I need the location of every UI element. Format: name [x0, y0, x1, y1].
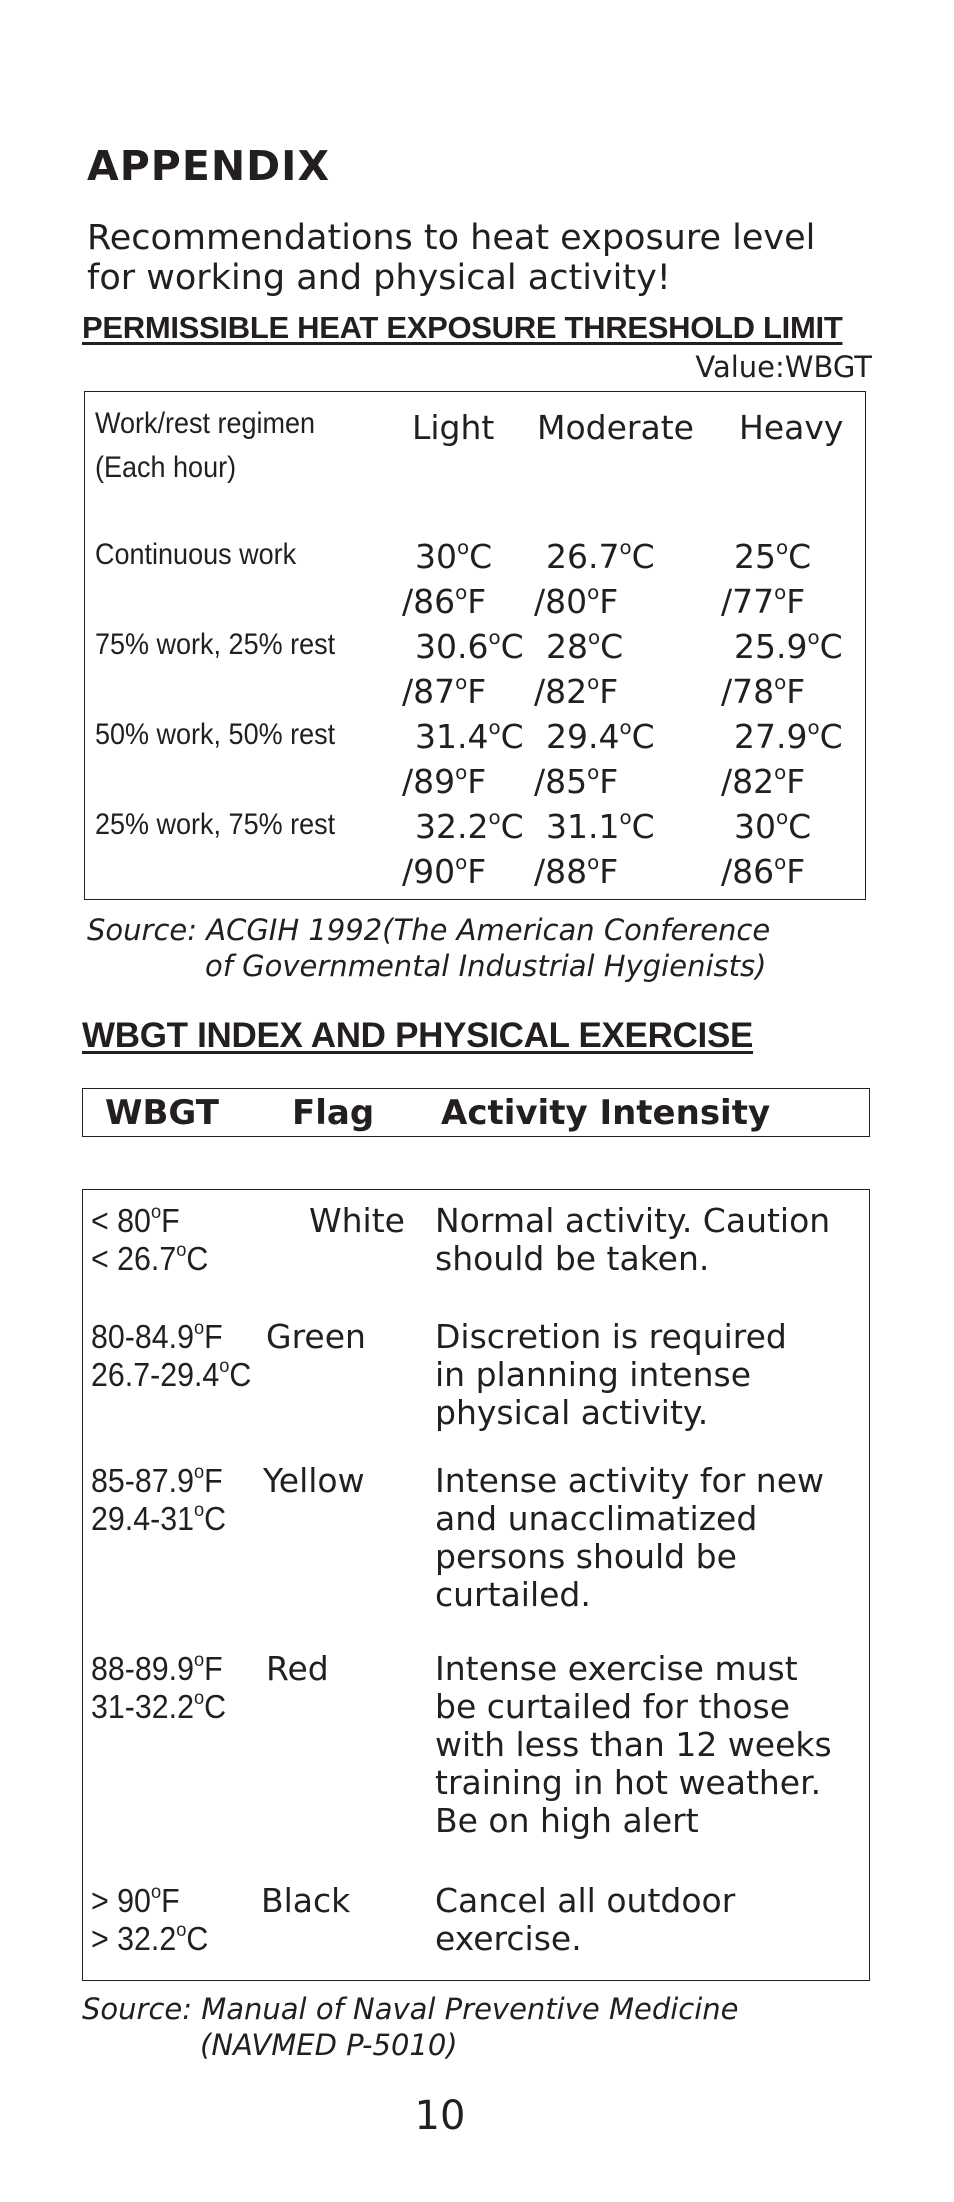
threshold.rows.0.cells.0.c-value: 30: [415, 537, 457, 576]
celsius-value: [546, 624, 623, 669]
wbgt-range: [91, 1650, 226, 1726]
fahrenheit-value: [534, 579, 618, 624]
threshold-table: [84, 391, 866, 900]
threshold.rows.3.cells.2.f-value: /86: [721, 852, 775, 891]
wbgt-section-title: WBGT INDEX AND PHYSICAL EXERCISE: [82, 1016, 754, 1055]
threshold.rows.3.cells.2.c-unit: C: [788, 807, 812, 846]
degree-symbol: o: [587, 761, 600, 785]
degree-symbol: o: [150, 1881, 162, 1904]
threshold.rows.1.cells.1.c-unit: C: [600, 627, 624, 666]
intro-line-1: Recommendations to heat exposure level: [87, 218, 816, 258]
degree-symbol: o: [193, 1499, 205, 1522]
wbgt_index.rows.4.range1_pre-value: > 90: [91, 1882, 151, 1919]
header-label: [95, 407, 315, 485]
row-label: 25% work, 75% rest: [95, 808, 336, 841]
activity-description: [435, 1202, 830, 1278]
threshold.rows.3.cells.0.c-unit: C: [500, 807, 524, 846]
threshold.rows.1.cells.2.c-value: 25.9: [734, 627, 808, 666]
threshold.rows.0.cells.2.f-value: /77: [721, 582, 775, 621]
degree-symbol: o: [774, 671, 787, 695]
wbgt_index.rows.1.range2_pre-unit: C: [229, 1356, 252, 1393]
description-line: physical activity.: [435, 1393, 709, 1432]
column-header-moderate: Moderate: [537, 408, 694, 447]
column-header-heavy: Heavy: [739, 408, 844, 447]
range-fahrenheit: [91, 1318, 251, 1356]
celsius-value: [415, 534, 492, 579]
wbgt-header-activity: Activity Intensity: [441, 1093, 771, 1133]
threshold.rows.1.cells.2.c-unit: C: [819, 627, 843, 666]
wbgt_index.rows.3.range2_pre-value: 31-32.2: [91, 1688, 194, 1725]
wbgt-source-line-1: Source: Manual of Naval Preventive Medicine: [82, 1992, 739, 2026]
threshold.rows.2.cells.2.c-value: 27.9: [734, 717, 808, 756]
wbgt_index.rows.0.range1_pre-value: < 80: [91, 1202, 151, 1239]
degree-symbol: o: [619, 716, 632, 740]
degree-symbol: o: [193, 1649, 205, 1672]
intro-line-2: for working and physical activity!: [87, 258, 671, 298]
wbgt_index.rows.0.range1_pre-unit: F: [161, 1202, 180, 1239]
description-line: in planning intense: [435, 1355, 751, 1394]
threshold.rows.0.cells.1.f-unit: F: [599, 582, 619, 621]
threshold.rows.1.cells.1.f-value: /82: [534, 672, 588, 711]
degree-symbol: o: [587, 851, 600, 875]
celsius-value: [546, 804, 655, 849]
threshold.rows.1.cells.2.f-value: /78: [721, 672, 775, 711]
wbgt_index.rows.0.range2_pre-unit: C: [186, 1240, 209, 1277]
wbgt-header-box: [82, 1088, 870, 1137]
description-line: and unacclimatized: [435, 1499, 758, 1538]
degree-symbol: o: [588, 626, 601, 650]
wbgt_index.rows.2.range1_pre-value: 85-87.9: [91, 1462, 194, 1499]
wbgt-header-flag: Flag: [292, 1093, 375, 1133]
threshold.rows.0.cells.1.c-value: 26.7: [546, 537, 620, 576]
threshold.rows.1.cells.1.f-unit: F: [599, 672, 619, 711]
threshold-row: [85, 804, 865, 894]
threshold.rows.0.cells.0.c-unit: C: [469, 537, 493, 576]
description-line: curtailed.: [435, 1575, 591, 1614]
threshold-section-title: PERMISSIBLE HEAT EXPOSURE THRESHOLD LIMIT: [82, 310, 843, 345]
row-label: Continuous work: [95, 538, 297, 571]
wbgt-table: [82, 1189, 870, 1981]
wbgt_index.rows.2.range1_pre-unit: F: [204, 1462, 223, 1499]
description-line: Normal activity. Caution: [435, 1201, 831, 1240]
description-line: Be on high alert: [435, 1801, 699, 1840]
threshold.rows.1.cells.0.f-unit: F: [467, 672, 487, 711]
degree-symbol: o: [150, 1201, 162, 1224]
degree-symbol: o: [774, 851, 787, 875]
degree-symbol: o: [455, 581, 468, 605]
degree-symbol: o: [455, 671, 468, 695]
description-line: training in hot weather.: [435, 1763, 822, 1802]
description-line: should be taken.: [435, 1239, 710, 1278]
header-label-line-1: Work/rest regimen: [95, 407, 316, 440]
threshold.rows.0.cells.0.f-value: /86: [402, 582, 456, 621]
degree-symbol: o: [619, 806, 632, 830]
range-fahrenheit: [91, 1882, 208, 1920]
threshold.rows.3.cells.2.f-unit: F: [786, 852, 806, 891]
wbgt_index.rows.4.range2_pre-value: > 32.2: [91, 1920, 177, 1957]
wbgt_index.rows.4.range1_pre-unit: F: [161, 1882, 180, 1919]
celsius-value: [415, 714, 524, 759]
activity-description: [435, 1882, 735, 1958]
range-fahrenheit: [91, 1202, 208, 1240]
wbgt-range: [91, 1882, 208, 1958]
fahrenheit-value: [721, 849, 805, 894]
degree-symbol: o: [193, 1317, 205, 1340]
fahrenheit-value: [534, 759, 618, 804]
celsius-value: [415, 804, 524, 849]
threshold.rows.0.cells.0.f-unit: F: [467, 582, 487, 621]
wbgt-source-line-2: (NAVMED P-5010): [200, 2028, 458, 2062]
threshold.rows.3.cells.1.c-unit: C: [631, 807, 655, 846]
range-fahrenheit: [91, 1462, 226, 1500]
range-celsius: [91, 1500, 226, 1538]
celsius-value: [734, 714, 843, 759]
celsius-value: [734, 804, 811, 849]
celsius-value: [415, 624, 524, 669]
description-line: exercise.: [435, 1919, 582, 1958]
degree-symbol: o: [455, 851, 468, 875]
wbgt-source: [82, 1991, 739, 2063]
degree-symbol: o: [488, 806, 501, 830]
row-label: 75% work, 25% rest: [95, 628, 336, 661]
flag-label: Black: [261, 1881, 351, 1920]
degree-symbol: o: [176, 1239, 187, 1262]
page-number: 10: [414, 2093, 466, 2139]
threshold.rows.0.cells.2.c-value: 25: [734, 537, 776, 576]
degree-symbol: o: [455, 761, 468, 785]
fahrenheit-value: [721, 759, 805, 804]
description-line: Intense exercise must: [435, 1649, 798, 1688]
threshold.rows.1.cells.0.c-unit: C: [500, 627, 524, 666]
threshold.rows.2.cells.0.c-unit: C: [500, 717, 524, 756]
threshold.rows.1.cells.0.f-value: /87: [402, 672, 456, 711]
description-line: with less than 12 weeks: [435, 1725, 832, 1764]
fahrenheit-value: [402, 849, 486, 894]
threshold.rows.0.cells.2.c-unit: C: [788, 537, 812, 576]
degree-symbol: o: [807, 626, 820, 650]
fahrenheit-value: [721, 579, 805, 624]
fahrenheit-value: [402, 579, 486, 624]
threshold.rows.2.cells.0.c-value: 31.4: [415, 717, 489, 756]
threshold.rows.1.cells.1.c-value: 28: [546, 627, 588, 666]
threshold.rows.2.cells.1.f-unit: F: [599, 762, 619, 801]
threshold.rows.3.cells.0.f-unit: F: [467, 852, 487, 891]
threshold.rows.3.cells.2.c-value: 30: [734, 807, 776, 846]
wbgt_index.rows.1.range1_pre-unit: F: [204, 1318, 223, 1355]
description-line: persons should be: [435, 1537, 737, 1576]
wbgt-header-wbgt: WBGT: [105, 1093, 219, 1133]
threshold.rows.3.cells.1.f-unit: F: [599, 852, 619, 891]
threshold.rows.3.cells.1.f-value: /88: [534, 852, 588, 891]
degree-symbol: o: [219, 1355, 230, 1378]
threshold-row: [85, 624, 865, 714]
threshold-source-line-2: of Governmental Industrial Hygienists): [205, 949, 767, 983]
threshold.rows.2.cells.0.f-unit: F: [467, 762, 487, 801]
column-header-light: Light: [412, 408, 495, 447]
threshold-row: [85, 534, 865, 624]
wbgt_index.rows.2.range2_pre-value: 29.4-31: [91, 1500, 194, 1537]
degree-symbol: o: [193, 1687, 205, 1710]
description-line: Intense activity for new: [435, 1461, 824, 1500]
threshold-row: [85, 714, 865, 804]
threshold.rows.2.cells.1.c-unit: C: [631, 717, 655, 756]
threshold.rows.2.cells.1.f-value: /85: [534, 762, 588, 801]
threshold.rows.2.cells.0.f-value: /89: [402, 762, 456, 801]
wbgt_index.rows.3.range1_pre-value: 88-89.9: [91, 1650, 194, 1687]
degree-symbol: o: [776, 806, 789, 830]
celsius-value: [734, 534, 811, 579]
degree-symbol: o: [807, 716, 820, 740]
wbgt_index.rows.3.range2_pre-unit: C: [204, 1688, 227, 1725]
flag-label: White: [309, 1201, 405, 1240]
threshold.rows.2.cells.1.c-value: 29.4: [546, 717, 620, 756]
celsius-value: [734, 624, 843, 669]
fahrenheit-value: [402, 759, 486, 804]
flag-label: Yellow: [263, 1461, 365, 1500]
degree-symbol: o: [619, 536, 632, 560]
row-label: 50% work, 50% rest: [95, 718, 336, 751]
threshold.rows.2.cells.2.f-value: /82: [721, 762, 775, 801]
activity-description: [435, 1318, 787, 1432]
activity-description: [435, 1650, 832, 1840]
page-title: APPENDIX: [87, 142, 331, 190]
wbgt-range: [91, 1202, 208, 1278]
wbgt-range: [91, 1462, 226, 1538]
threshold-source: [87, 912, 770, 984]
threshold.rows.1.cells.0.c-value: 30.6: [415, 627, 489, 666]
threshold.rows.2.cells.2.c-unit: C: [819, 717, 843, 756]
threshold.rows.0.cells.2.f-unit: F: [786, 582, 806, 621]
description-line: Cancel all outdoor: [435, 1881, 736, 1920]
celsius-value: [546, 534, 655, 579]
flag-label: Red: [266, 1649, 329, 1688]
degree-symbol: o: [488, 626, 501, 650]
flag-label: Green: [266, 1317, 366, 1356]
wbgt_index.rows.3.range1_pre-unit: F: [204, 1650, 223, 1687]
threshold.rows.2.cells.2.f-unit: F: [786, 762, 806, 801]
wbgt_index.rows.1.range2_pre-value: 26.7-29.4: [91, 1356, 220, 1393]
threshold.rows.0.cells.1.f-value: /80: [534, 582, 588, 621]
activity-description: [435, 1462, 824, 1614]
degree-symbol: o: [488, 716, 501, 740]
degree-symbol: o: [774, 761, 787, 785]
fahrenheit-value: [402, 669, 486, 714]
degree-symbol: o: [457, 536, 470, 560]
wbgt-range: [91, 1318, 251, 1394]
threshold.rows.3.cells.0.c-value: 32.2: [415, 807, 489, 846]
degree-symbol: o: [587, 671, 600, 695]
value-note: Value:WBGT: [695, 350, 872, 384]
header-label-line-2: (Each hour): [95, 451, 237, 484]
wbgt_index.rows.4.range2_pre-unit: C: [186, 1920, 209, 1957]
fahrenheit-value: [534, 849, 618, 894]
range-celsius: [91, 1920, 208, 1958]
description-line: Discretion is required: [435, 1317, 787, 1356]
fahrenheit-value: [534, 669, 618, 714]
threshold.rows.1.cells.2.f-unit: F: [786, 672, 806, 711]
threshold.rows.3.cells.0.f-value: /90: [402, 852, 456, 891]
fahrenheit-value: [721, 669, 805, 714]
threshold.rows.0.cells.1.c-unit: C: [631, 537, 655, 576]
intro-text: [87, 218, 887, 298]
description-line: be curtailed for those: [435, 1687, 791, 1726]
degree-symbol: o: [193, 1461, 205, 1484]
range-celsius: [91, 1356, 251, 1394]
range-fahrenheit: [91, 1650, 226, 1688]
degree-symbol: o: [587, 581, 600, 605]
range-celsius: [91, 1688, 226, 1726]
degree-symbol: o: [776, 536, 789, 560]
wbgt_index.rows.2.range2_pre-unit: C: [204, 1500, 227, 1537]
range-celsius: [91, 1240, 208, 1278]
degree-symbol: o: [774, 581, 787, 605]
threshold-source-line-1: Source: ACGIH 1992(The American Conference: [87, 913, 771, 947]
celsius-value: [546, 714, 655, 759]
degree-symbol: o: [176, 1919, 187, 1942]
wbgt_index.rows.1.range1_pre-value: 80-84.9: [91, 1318, 194, 1355]
threshold.rows.3.cells.1.c-value: 31.1: [546, 807, 620, 846]
wbgt_index.rows.0.range2_pre-value: < 26.7: [91, 1240, 177, 1277]
